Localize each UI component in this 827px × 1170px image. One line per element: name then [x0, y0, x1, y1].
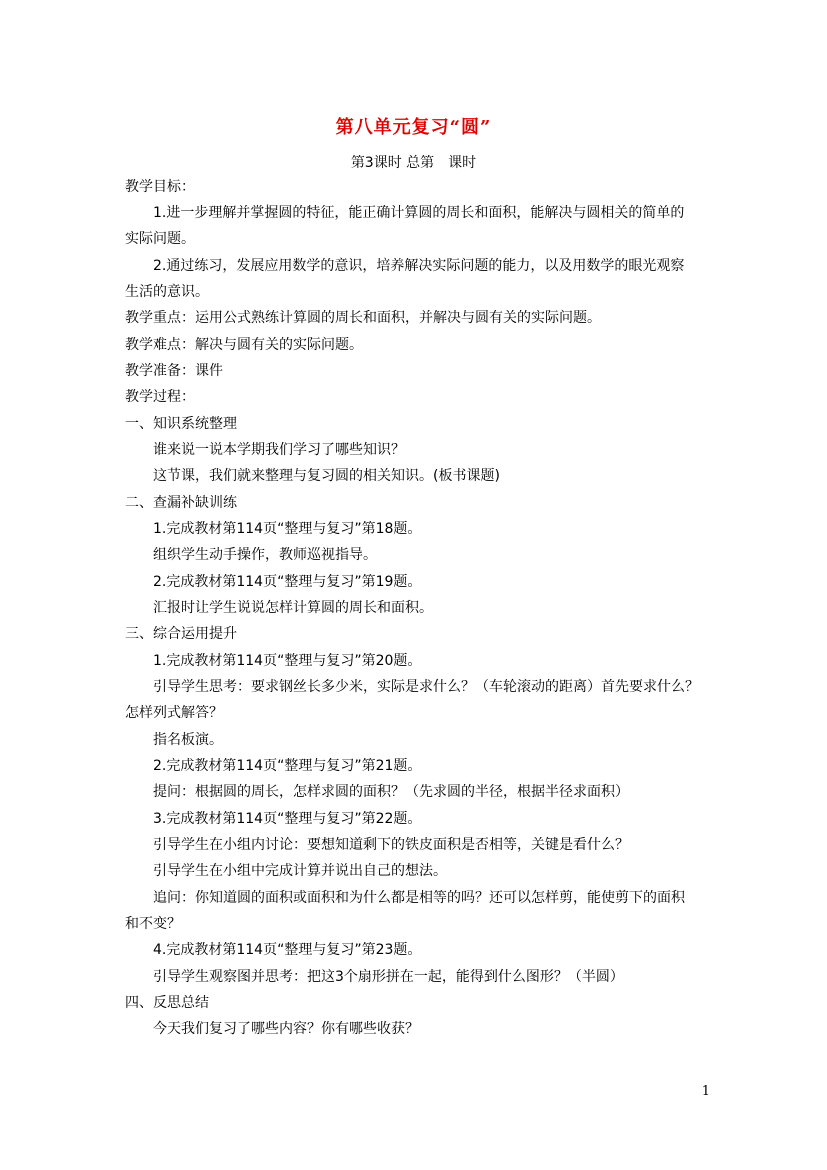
section-heading: 一、知识系统整理 [125, 416, 237, 432]
section-heading: 二、查漏补缺训练 [125, 495, 237, 511]
paragraph-line: 今天我们复习了哪些内容？你有哪些收获？ [153, 1021, 419, 1037]
section-heading: 教学过程： [125, 389, 195, 405]
paragraph-line: 1.进一步理解并掌握圆的特征，能正确计算圆的周长和面积，能解决与圆相关的简单的 [153, 205, 685, 221]
section-heading: 教学目标： [125, 179, 195, 195]
paragraph-line: 谁来说一说本学期我们学习了哪些知识？ [153, 442, 405, 458]
paragraph-line: 2.完成教材第114页“整理与复习”第19题。 [153, 574, 422, 590]
paragraph-line: 怎样列式解答？ [125, 705, 223, 721]
paragraph-line: 这节课，我们就来整理与复习圆的相关知识。(板书课题) [153, 468, 500, 484]
section-heading: 教学重点：运用公式熟练计算圆的周长和面积，并解决与圆有关的实际问题。 [125, 310, 601, 326]
paragraph-line: 指名板演。 [153, 732, 223, 748]
lesson-subtitle: 第3课时 总第 课时 [350, 155, 477, 171]
paragraph-line: 组织学生动手操作，教师巡视指导。 [153, 547, 377, 563]
paragraph-line: 2.完成教材第114页“整理与复习”第21题。 [153, 758, 422, 774]
paragraph-line: 实际问题。 [125, 231, 195, 247]
document-title: 第八单元复习“圆” [335, 117, 492, 138]
paragraph-line: 提问：根据圆的周长，怎样求圆的面积？（先求圆的半径，根据半径求面积） [153, 784, 629, 800]
paragraph-line: 和不变？ [125, 916, 181, 932]
section-heading: 教学难点：解决与圆有关的实际问题。 [125, 337, 363, 353]
paragraph-line: 引导学生观察图并思考：把这3个扇形拼在一起，能得到什么图形？（半圆） [153, 969, 624, 985]
paragraph-line: 汇报时让学生说说怎样计算圆的周长和面积。 [153, 600, 433, 616]
page-number: 1 [701, 1084, 710, 1099]
paragraph-line: 1.完成教材第114页“整理与复习”第18题。 [153, 521, 422, 537]
paragraph-line: 2.通过练习，发展应用数学的意识，培养解决实际问题的能力，以及用数学的眼光观察 [153, 258, 685, 274]
paragraph-line: 引导学生在小组中完成计算并说出自己的想法。 [153, 863, 447, 879]
paragraph-line: 1.完成教材第114页“整理与复习”第20题。 [153, 653, 422, 669]
paragraph-line: 4.完成教材第114页“整理与复习”第23题。 [153, 942, 422, 958]
paragraph-line: 追问：你知道圆的面积或面积和为什么都是相等的吗？还可以怎样剪，能使剪下的面积 [153, 890, 685, 906]
section-heading: 三、综合运用提升 [125, 626, 237, 642]
paragraph-line: 引导学生思考：要求钢丝长多少米，实际是求什么？（车轮滚动的距离）首先要求什么？ [153, 679, 699, 695]
section-heading: 四、反思总结 [125, 995, 209, 1011]
section-heading: 教学准备：课件 [125, 363, 223, 379]
paragraph-line: 3.完成教材第114页“整理与复习”第22题。 [153, 811, 422, 827]
paragraph-line: 引导学生在小组内讨论：要想知道剩下的铁皮面积是否相等，关键是看什么？ [153, 837, 629, 853]
paragraph-line: 生活的意识。 [125, 284, 209, 300]
